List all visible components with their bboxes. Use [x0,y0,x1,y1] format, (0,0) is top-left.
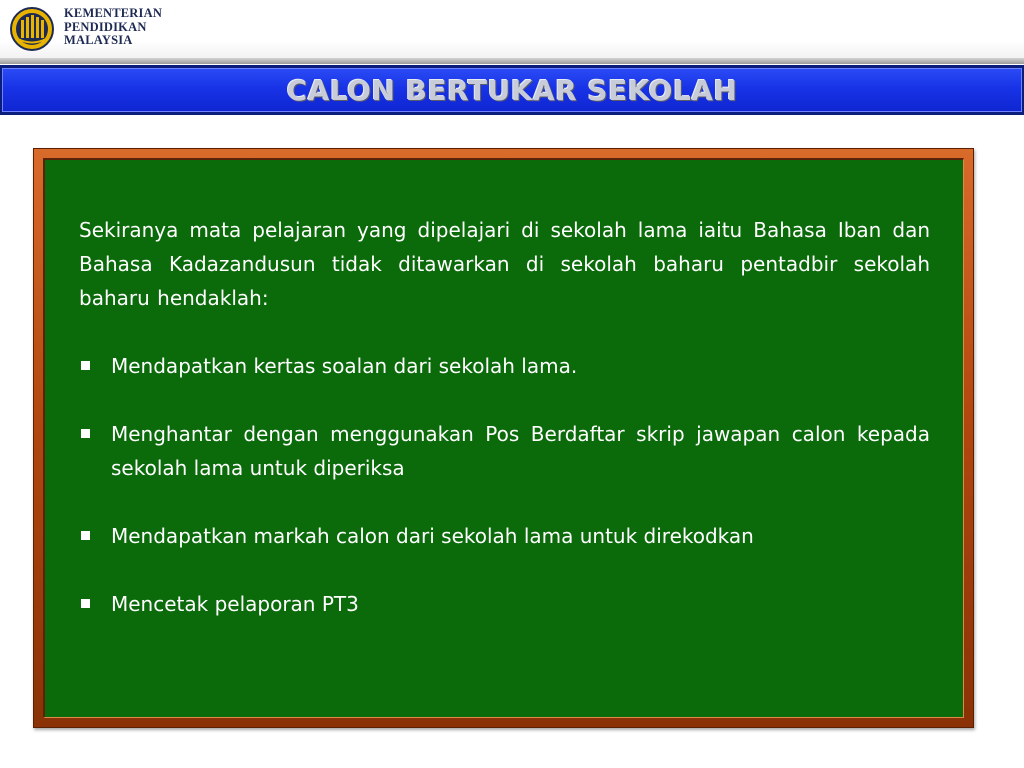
bullet-text: Mencetak pelaporan PT3 [111,592,359,616]
header-divider [0,58,1024,64]
bullet-text: Mendapatkan markah calon dari sekolah lama untuk direkodkan [111,524,754,548]
logo-line: MALAYSIA [64,33,133,47]
square-bullet-icon [81,361,90,370]
chalkboard-frame [33,148,974,728]
square-bullet-icon [81,599,90,608]
header-band [0,0,1024,59]
ministry-logo-text [64,7,162,48]
bullet-list [79,349,930,621]
bullet-item [79,417,930,485]
bullet-item [79,519,930,553]
bullet-item [79,587,930,621]
logo-line: PENDIDIKAN [64,19,147,34]
logo-line: KEMENTERIAN [64,6,163,20]
square-bullet-icon [81,429,90,438]
bullet-item [79,349,930,383]
intro-paragraph: Sekiranya mata pelajaran yang dipelajari di sekolah lama iaitu Bahasa Iban dan Bahasa Kadazandusun tidak ditawarkan di sekolah baharu pentadbir sekolah baharu hendaklah: [79,218,930,310]
title-bar-inner [2,68,1022,112]
page-title: CALON BERTUKAR SEKOLAH [286,73,738,107]
square-bullet-icon [81,531,90,540]
chalkboard-content [79,213,930,621]
bullet-text: Mendapatkan kertas soalan dari sekolah lama. [111,354,578,378]
bullet-text: Menghantar dengan menggunakan Pos Berdaftar skrip jawapan calon kepada sekolah lama untuk diperiksa [111,422,930,480]
title-bar [0,65,1024,115]
ministry-emblem-icon [8,6,56,52]
